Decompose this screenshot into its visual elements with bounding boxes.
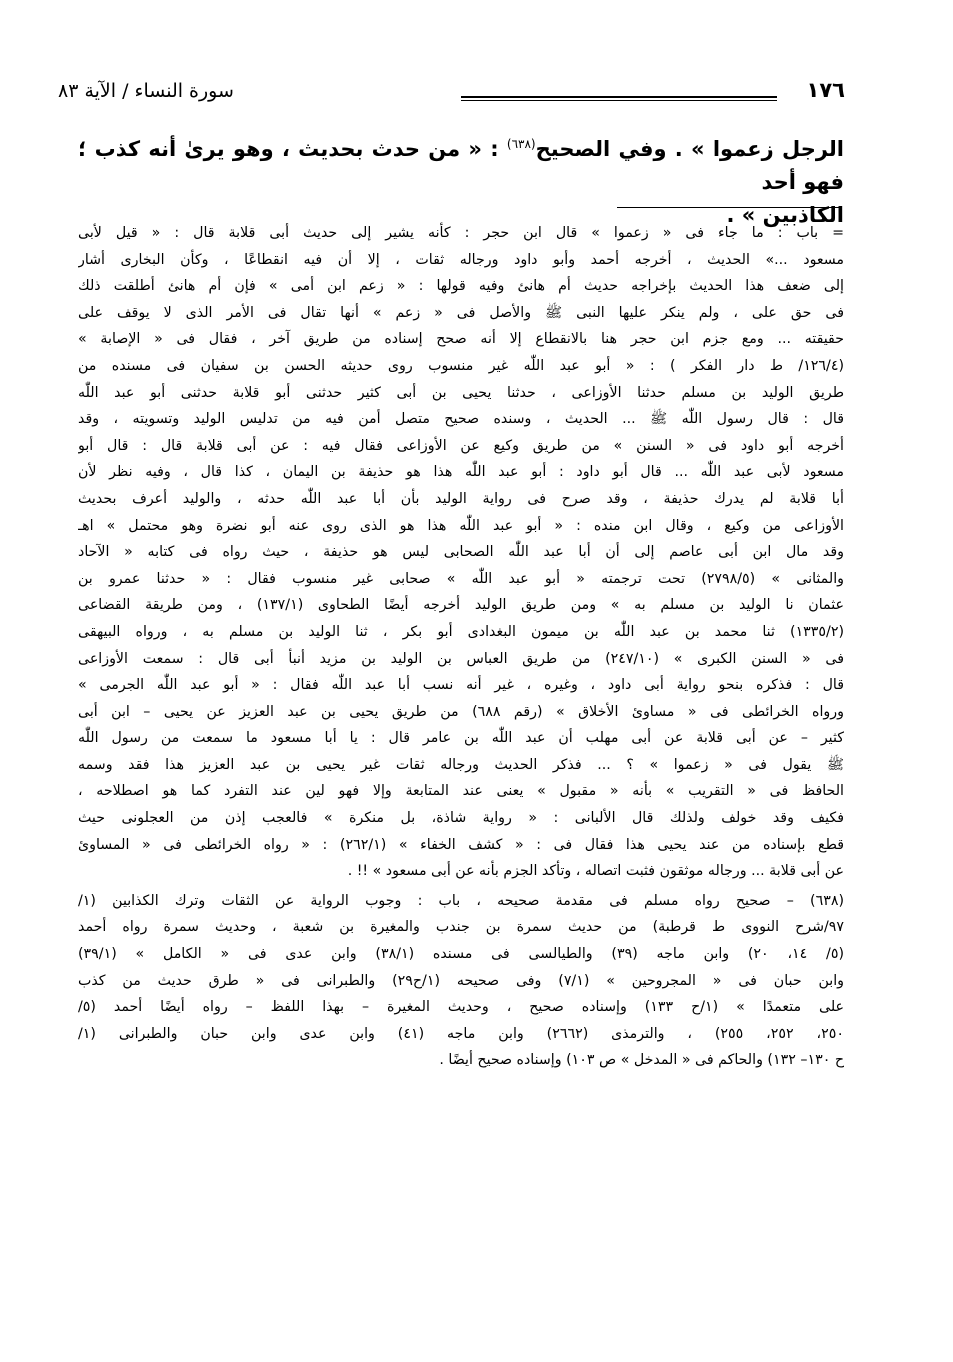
footnote-line: قال : فذكره بنحو رواية أبى داود ، وغيره ، غير أنه نسب أبا عبد اللّٰه فقال : « أبو عبد اللّٰه الجرمى » — [78, 677, 844, 694]
footnote-line: فى « السنن الكبرى » (٢٤٧/١٠) من طريق العباس بن الوليد بن مزيد أنبأ أبى قال : سمعت الأوزاعى — [78, 650, 844, 667]
page-number: ١٧٦ — [806, 78, 845, 102]
footnote-line: والمثانى » (٢٧٩٨/٥) تحت ترجمته « أبو عبد اللّٰه » صحابى غير منسوب فقال : « حدثنا عمرو بن — [78, 570, 844, 587]
footnote-638 — [78, 888, 844, 1074]
footnotes — [78, 220, 844, 1074]
main-text-line2: الكاذبين » . — [726, 203, 844, 227]
footnote-line: عن أبى قلابة ... ورجاله موثقون فثبت اتصاله ، وتأكد الجزم بأنه عن أبى مسعود » !! . — [347, 863, 844, 880]
footnote-rule — [617, 207, 839, 208]
main-text-line1-rest: : « من حدث بحديث ، وهو يرىٰ أنه كذب ؛ فهو أحد — [78, 137, 844, 194]
footnote-line: (١٣٣٥/٢) ثنا محمد بن عبد اللّٰه بن ميمون البغدادى أبو بكر ، ثنا الوليد بن مسلم به ، ورواه البيهقى — [78, 623, 844, 640]
footnote-line: (٦٣٨) – صحيح رواه مسلم فى مقدمة صحيحه ، باب : وجوب الرواية عن الثقات وترك الكذابين (١/ — [78, 892, 844, 909]
footnote-line: أبا قلابة لم يدرك حذيفة ، وقد صرح فى رواية الوليد بأن أبا عبد اللّٰه حدثه ، والوليد أعرف بحديث — [78, 490, 844, 507]
footnote-line: فى حق على ، ولم ينكر عليها النبى ﷺ والأصل فى « زعم » أنها تقال فى الأمر الذى لا يوقف على — [78, 304, 844, 321]
footnote-line: الأوزاعى من وكيع ، وقال ابن منده : « أبو عبد اللّٰه هذا هو الذى روى عنه أبو نضرة وهو محتمل » اهـ — [78, 517, 844, 534]
header-rule — [461, 96, 777, 101]
footnote-line: على متعمدًا » (١/ح ١٣٣) وإسناده صحيح ، وحديث المغيرة – بهذا اللفظ – رواه أيضًا أحمد (٥/ — [78, 999, 844, 1016]
footnote-ref-638: (٦٣٨) — [506, 137, 536, 151]
footnote-line: (١٢٦/٤/ ط دار الفكر ) : « أبو عبد اللّٰه غير منسوب روى حديثه الحسن بن سفيان فى مسنده من — [78, 357, 844, 374]
footnote-line: ورواه الخرائطى فى « مساوئ الأخلاق » (رقم ٦٨٨) من طريق يحيى بن عبد العزيز عن يحيى – ابن أبى — [78, 703, 844, 720]
footnote-line: ﷺ يقول فى « زعموا » ؟ ... فذكر الحديث ورجاله ثقات غير يحيى بن عبد العزيز هذا فقد وسمه — [78, 756, 844, 773]
page-header — [58, 78, 845, 118]
footnote-line: أخرجه أبو داود فى « السنن » من طريق وكيع عن الأوزاعى فقال فيه : عن أبى قلابة قال : قال أبو — [78, 437, 844, 454]
footnote-line: طريق الوليد بن مسلم حدثنا الأوزاعى ، حدثنا يحيى بن أبى كثير حدثنى أبو قلابة حدثنى أبو عبد اللّٰه — [78, 384, 844, 401]
footnote-line: فكيف وقد خولف ولذلك قال الألبانى : « رواية شاذة، بل منكرة » فالعجب إذن من العجلونى حيث — [78, 810, 844, 827]
footnote-line: قال : قال رسول اللّٰه ﷺ ... الحديث ، وسنده صحيح متصل أمن فيه من تدليس الوليد وتسويته ، وقد — [78, 411, 844, 428]
footnote-line: (٥/ ١٤، ٢٠) وابن ماجه (٣٩) والطيالسى فى مسنده (٣٨/١) وابن عدى فى « الكامل » (٣٩/١) — [78, 946, 844, 963]
footnote-continued — [78, 220, 844, 885]
footnote-line: ٢٥٠، ٢٥٢، ٢٥٥) ، والترمذى (٢٦٦٢) وابن ماجه (٤١) وابن عدى وابن حبان والطبرانى (١/ — [78, 1025, 844, 1042]
footnote-line: قطع بإسناده من عند يحيى هذا فقال فى : « كشف الخفاء » (٢٦٢/١) : « رواه الخرائطى فى « المساوئ — [78, 836, 844, 853]
footnote-line: مسعود لأبى عبد اللّٰه ... قال أبو داود : أبو عبد اللّٰه هذا هو حذيفة بن اليمان ، كذا قال ، وفيه نظر لأن — [78, 464, 844, 481]
footnote-line: = باب : ما جاء فى « زعموا » قال ابن حجر : كأنه يشير إلى حديث أبى قلابة قال : « قيل لأبى — [78, 225, 844, 241]
surah-title: سورة النساء / الآية ٨٣ — [58, 80, 234, 102]
footnote-line: إلى ضعف هذا الحديث بإخراجه حديث أم هانئ وفيه قولها : « زعم ابن أمى » فإن أم هانئ أطلقت ذلك — [78, 278, 844, 295]
footnote-line: وقد مال ابن أبى عاصم إلى أن أبا عبد اللّٰه الصحابى ليس هو حذيفة ، حيث رواه فى كتابه « الآحاد — [78, 544, 844, 561]
main-text — [78, 128, 844, 232]
footnote-line: حقيقته ... ومع جزم ابن حجر هنا بالانقطاع إلا أنه صحح إسناده من طريق آخر ، فقال فى « الإصابة » — [78, 331, 844, 348]
main-text-line1: الرجل زعموا » . وفي الصحيح — [535, 137, 844, 161]
footnote-line: وابن حبان فى « المجروحين » (٧/١) وفى صحيحه (١/ح٢٩) والطبرانى فى « طرق حديث من كذب — [78, 972, 844, 989]
footnote-line: ٩٧/شرح النووى ط قرطبة) من حديث سمرة بن جندب والمغيرة بن شعبة ، وحديث سمرة رواه أحمد — [78, 919, 844, 936]
footnote-line: كثير – عن أبى قلابة عن أبى مهلب أن عبد اللّٰه بن عامر قال : يا أبا مسعود ما سمعت من رسول اللّٰه — [78, 730, 844, 747]
footnote-line: ح ١٣٠– ١٣٢) والحاكم فى « المدخل » ص ١٠٣) وإسناده صحيح أيضًا . — [439, 1052, 844, 1069]
footnote-line: مسعود ...» الحديث ، أخرجه أحمد وأبو داود ورجاله ثقات ، إلا أن فيه انقطاعًا ، وكأن البخارى أشار — [78, 251, 844, 268]
footnote-line: الحافظ فى « التقريب » بأنه « مقبول » يعنى عند المتابعة وإلا فهو لين عند التفرد كما هو اصطلاحه ، — [78, 783, 844, 800]
footnote-line: عثمان نا الوليد بن مسلم به » ومن طريق الوليد أخرجه أيضًا الطحاوى (١٣٧/١) ، ومن طريقة القضاعى — [78, 597, 844, 614]
